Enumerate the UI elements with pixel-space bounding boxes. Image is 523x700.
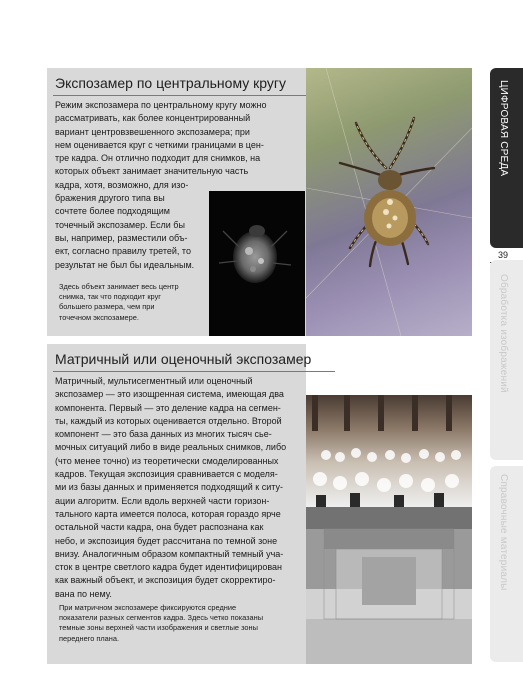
text-line: рассматривать, как более концентрированный xyxy=(55,113,251,124)
image-caption xyxy=(59,603,263,644)
garden-spider-photo xyxy=(306,68,472,336)
text-line: сочтете более подходящим xyxy=(55,206,170,217)
text-line: вариант центровзвешенного экспозамера; при xyxy=(55,126,250,137)
text-line: тре кадра. Он отлично подходит для снимков, на xyxy=(55,153,261,164)
text-line: нем оценивается круг с четкими границами в цен- xyxy=(55,139,264,150)
text-line: кадра, хотя, возможно, для изо- xyxy=(55,179,189,190)
text-line: точечный экспозамер. Если бы xyxy=(55,219,185,230)
text-line: Режим экспозамера по центральному кругу можно xyxy=(55,100,267,110)
section-body-text xyxy=(55,375,286,601)
text-line: компонента. Первый — это деление кадра на сегмен- xyxy=(55,402,281,413)
tab-image-processing[interactable] xyxy=(490,260,523,460)
tab-label: Справочные материалы xyxy=(498,474,509,591)
tab-digital-environment[interactable] xyxy=(490,68,523,248)
matrix-metering-grid-image xyxy=(306,507,472,664)
text-line: вана по нему. xyxy=(55,588,112,599)
text-line: внизу. Аналогичным образом компактный темный уча- xyxy=(55,548,284,559)
hall-with-people-photo xyxy=(306,395,472,507)
page-number: 39 xyxy=(497,250,508,260)
text-line: вы, например, разместили объ- xyxy=(55,232,188,243)
caption-line: большего размера, чем при xyxy=(59,302,155,312)
text-line: экспозамер — это изощренная система, имеющая два xyxy=(55,389,284,400)
text-line: компонент — это база данных из многих тысяч сье- xyxy=(55,429,272,440)
tab-reference-materials[interactable] xyxy=(490,466,523,662)
caption-line: показатели разных сегментов кадра. Здесь четко показаны xyxy=(59,613,264,623)
tab-label: ЦИФРОВАЯ СРЕДА xyxy=(498,80,509,177)
text-line: результат не был бы идеальным. xyxy=(55,259,195,270)
metered-spider-image xyxy=(209,191,305,336)
text-line: Матричный, мультисегментный или оценочный xyxy=(55,376,253,386)
text-line: ации алгоритм. Если вдоль верхней части горизон- xyxy=(55,495,270,506)
text-line: сток в центре светлого кадра будет идентифицирован xyxy=(55,562,282,573)
text-line: кадров. Текущая экспозиция сравнивается с моделя- xyxy=(55,469,278,480)
image-caption xyxy=(59,282,179,323)
text-line: которых объект занимает значительную часть xyxy=(55,166,249,177)
text-line: ект, согласно правилу третей, то xyxy=(55,246,191,257)
caption-line: При матричном экспозамере фиксируются средние xyxy=(59,603,237,612)
caption-line: снимка, так что подходит круг xyxy=(59,292,161,302)
text-line: небо, и экспозиция будет рассчитана по темной зоне xyxy=(55,535,278,546)
text-line: мочных ситуаций либо в виде реальных снимков, либо xyxy=(55,442,287,453)
tab-label: Обработка изображений xyxy=(498,274,509,393)
caption-line: переднего плана. xyxy=(59,633,120,643)
text-line: как важный объект, и экспозиция будет скорректиро- xyxy=(55,575,276,586)
text-line: тального карта имеется полоса, которая гораздо ярче xyxy=(55,508,281,519)
section-matrix-metering xyxy=(47,344,312,664)
caption-line: точечном экспозамере. xyxy=(59,312,139,322)
text-line: ты, каждый из которых оценивается отдельно. Второй xyxy=(55,415,282,426)
text-line: (что менее точно) из теоретически смоделированных xyxy=(55,455,279,466)
caption-line: темные зоны верхней части изображения и светлые зоны xyxy=(59,623,258,633)
section-title: Экспозамер по центральному кругу xyxy=(55,75,286,91)
text-line: ми из базы данных и применяется подходящий к ситу- xyxy=(55,482,283,493)
text-line: остальной части кадра, она будет распознана как xyxy=(55,522,264,533)
caption-line: Здесь объект занимает весь центр xyxy=(59,282,179,291)
section-title: Матричный или оценочный экспозамер xyxy=(55,351,312,367)
text-line: бражения другого типа вы xyxy=(55,193,165,204)
